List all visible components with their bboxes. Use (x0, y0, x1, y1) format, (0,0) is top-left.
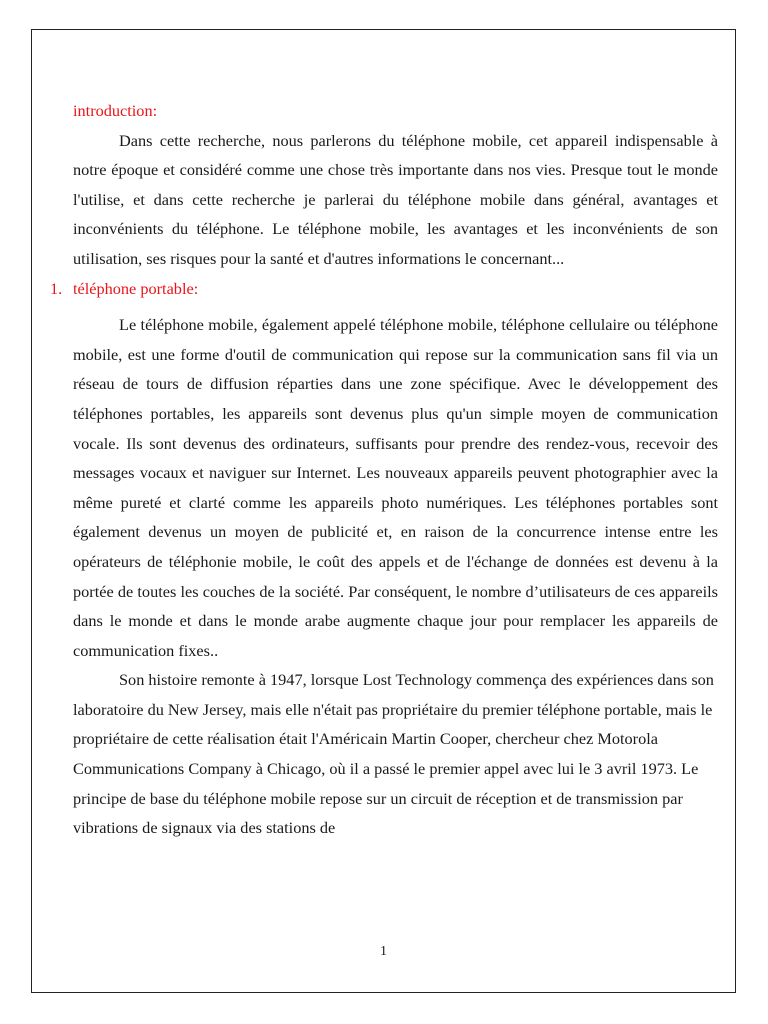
intro-heading: introduction: (73, 101, 158, 120)
page-number: 1 (380, 944, 387, 959)
page-content (50, 96, 718, 843)
section-paragraph-1: Le téléphone mobile, également appelé téléphone mobile, téléphone cellulaire ou téléphone mobile, est une forme d'outil de communication qui repose sur la communication sans fil via un réseau de tours de diffusion réparties dans une zone spécifique. Avec le développement des téléphones portables, les appareils sont devenus plus qu'un simple moyen de communication vocale. Ils sont devenus des ordinateurs, suffisants pour prendre des rendez-vous, recevoir des messages vocaux et naviguer sur Internet. Les nouveaux appareils peuvent photographier avec la même pureté et clarté comme les appareils photo numériques. Les téléphones portables sont également devenus un moyen de publicité et, en raison de la concurrence intense entre les opérateurs de téléphonie mobile, le coût des appels et de l'échange de données est devenu à la portée de toutes les couches de la société. Par conséquent, le nombre d’utilisateurs de ces appareils dans le monde et dans le monde arabe augmente chaque jour pour remplacer les appareils de communication fixes.. (73, 315, 718, 660)
intro-paragraph: Dans cette recherche, nous parlerons du téléphone mobile, cet appareil indispensable à notre époque et considéré comme une chose très importante dans nos vies. Presque tout le monde l'utilise, et dans cette recherche je parlerai du téléphone mobile dans général, avantages et inconvénients du téléphone. Le téléphone mobile, les avantages et les inconvénients de son utilisation, ses risques pour la santé et d'autres informations le concernant... (73, 130, 718, 268)
section-paragraph-2: Son histoire remonte à 1947, lorsque Lost Technology commença des expériences dans son laboratoire du New Jersey, mais elle n'était pas propriétaire du premier téléphone portable, mais le propriétaire de cette réalisation était l'Américain Martin Cooper, chercheur chez Motorola Communications Company à Chicago, où il a passé le premier appel avec lui le 3 avril 1973. Le principe de base du téléphone mobile repose sur un circuit de réception et de transmission par vibrations de signaux via des stations de (73, 670, 714, 838)
section-title: téléphone portable: (73, 278, 199, 298)
section-heading (50, 274, 718, 304)
document-page (31, 29, 736, 993)
section-number: 1. (50, 278, 63, 298)
